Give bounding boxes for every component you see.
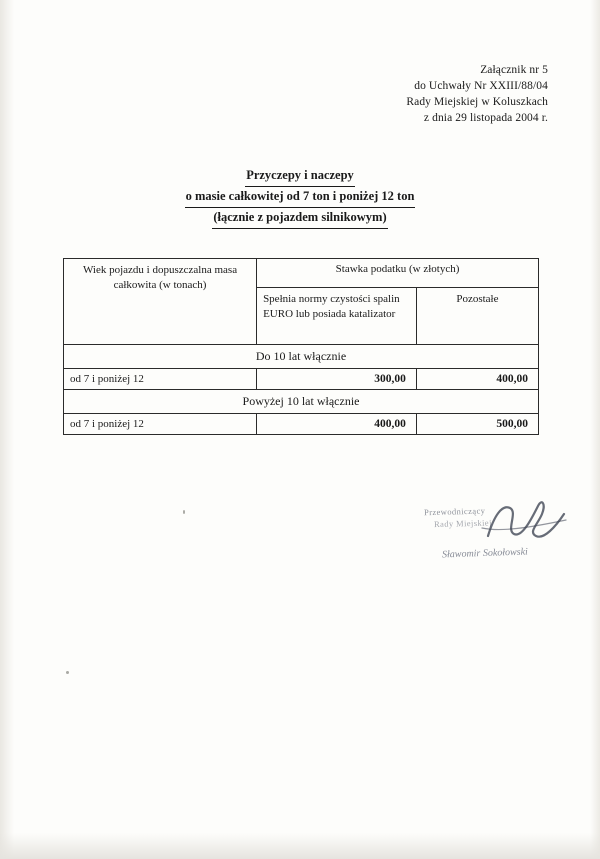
table-row: [64, 414, 539, 435]
scan-edge-right: [590, 0, 600, 859]
document-reference-header: [406, 62, 548, 126]
header-line-4: z dnia 29 listopada 2004 r.: [423, 112, 548, 124]
scan-edge-left: [0, 0, 14, 859]
header-vehicle-age-mass: Wiek pojazdu i dopuszczalna masa całkowita (w tonach): [64, 259, 257, 345]
header-line-3: Rady Miejskiej w Koluszkach: [406, 96, 548, 108]
row-range: od 7 i poniżej 12: [64, 369, 257, 390]
table-band-row: [64, 345, 539, 369]
table-header-row-1: [64, 259, 539, 288]
header-other: Pozostałe: [416, 288, 538, 345]
title-line-2: o masie całkowitej od 7 ton i poniżej 12 ton: [185, 187, 416, 208]
header-tax-rate: Stawka podatku (w złotych): [257, 259, 539, 288]
header-line-1: Załącznik nr 5: [480, 64, 548, 76]
table-row: [64, 369, 539, 390]
page-title: [0, 166, 600, 229]
band-label-up-to-10-years: Do 10 lat włącznie: [64, 345, 539, 369]
row-range: od 7 i poniżej 12: [64, 414, 257, 435]
scan-edge-bottom: [0, 833, 600, 859]
scan-speck: [66, 671, 69, 674]
title-line-3: (łącznie z pojazdem silnikowym): [212, 208, 387, 229]
signature-role-line-2: Rady Miejskiej: [433, 517, 492, 530]
row-amount-euro: 400,00: [257, 414, 417, 435]
table-band-row: [64, 390, 539, 414]
header-line-2: do Uchwały Nr XXIII/88/04: [414, 80, 548, 92]
signature-block: [423, 505, 584, 561]
row-amount-other: 500,00: [416, 414, 538, 435]
signature-role-line-1: Przewodniczący: [423, 505, 486, 518]
band-label-over-10-years: Powyżej 10 lat włącznie: [64, 390, 539, 414]
scan-speck: [183, 510, 185, 514]
row-amount-other: 400,00: [416, 369, 538, 390]
title-line-1: Przyczepy i naczepy: [245, 166, 355, 187]
header-euro-standard: Spełnia normy czystości spalin EURO lub posiada katalizator: [257, 288, 417, 345]
signature-name: Sławomir Sokołowski: [441, 546, 529, 561]
row-amount-euro: 300,00: [257, 369, 417, 390]
tax-rate-table: [63, 258, 539, 435]
